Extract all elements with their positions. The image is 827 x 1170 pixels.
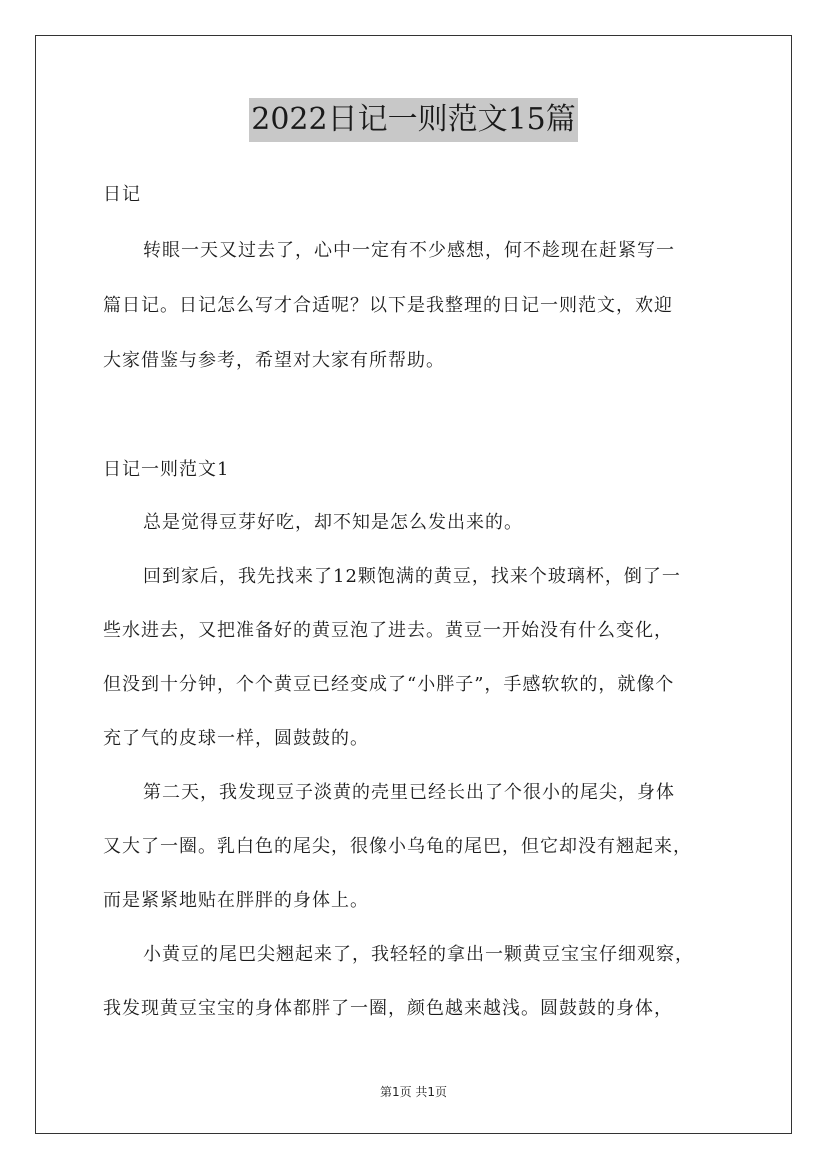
heading-line: 日记 (103, 184, 141, 205)
page-number: 第1页 共1页 (379, 1085, 448, 1099)
document-title: 2022日记一则范文15篇 (249, 98, 578, 142)
paragraph-line: 转眼一天又过去了，心中一定有不少感想，何不趁现在赶紧写一 (143, 240, 675, 261)
paragraph-line: 第二天，我发现豆子淡黄的壳里已经长出了个很小的尾尖，身体 (143, 782, 675, 803)
paragraph-line: 但没到十分钟，个个黄豆已经变成了“小胖子”，手感软软的，就像个 (103, 674, 675, 695)
section-heading: 日记一则范文1 (103, 459, 230, 480)
paragraph-line: 充了气的皮球一样，圆鼓鼓的。 (103, 728, 369, 749)
paragraph-line: 总是觉得豆芽好吃，却不知是怎么发出来的。 (143, 512, 523, 533)
paragraph-line: 小黄豆的尾巴尖翘起来了，我轻轻的拿出一颗黄豆宝宝仔细观察， (143, 944, 694, 965)
paragraph-line: 又大了一圈。乳白色的尾尖，很像小乌龟的尾巴，但它却没有翘起来， (103, 836, 692, 857)
page-footer (0, 1083, 827, 1100)
paragraph-line: 回到家后，我先找来了12颗饱满的黄豆，找来个玻璃杯，倒了一 (143, 566, 681, 587)
paragraph-line: 大家借鉴与参考，希望对大家有所帮助。 (103, 350, 445, 371)
paragraph-line: 篇日记。日记怎么写才合适呢？以下是我整理的日记一则范文，欢迎 (103, 295, 673, 316)
paragraph-line: 而是紧紧地贴在胖胖的身体上。 (103, 890, 369, 911)
paragraph-line: 我发现黄豆宝宝的身体都胖了一圈，颜色越来越浅。圆鼓鼓的身体， (103, 998, 673, 1019)
paragraph-line: 些水进去，又把准备好的黄豆泡了进去。黄豆一开始没有什么变化， (103, 620, 673, 641)
title-container (0, 98, 827, 142)
